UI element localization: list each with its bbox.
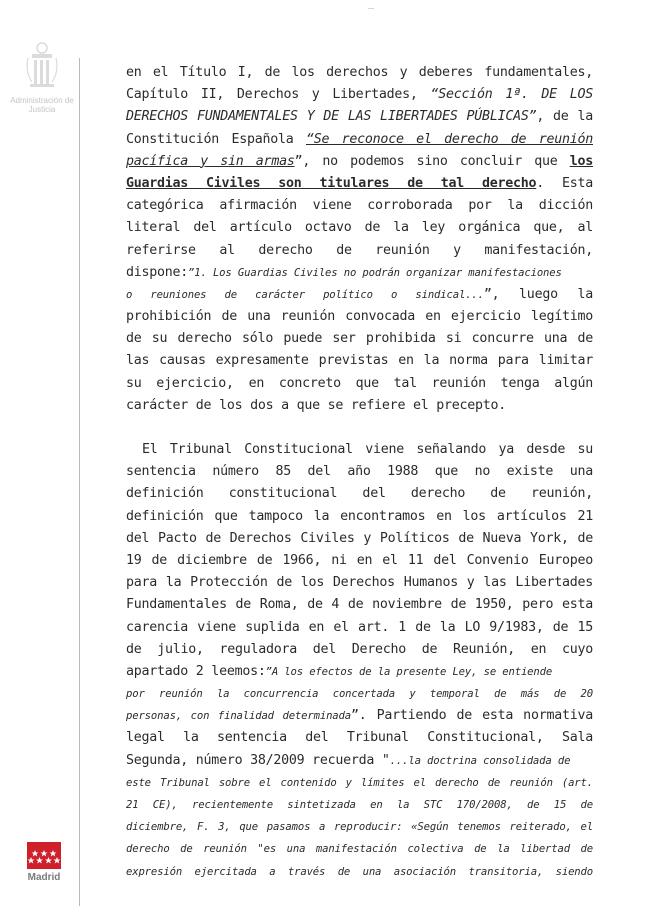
madrid-flag-icon	[27, 842, 61, 869]
text-line	[126, 328, 593, 350]
text-line	[126, 572, 593, 594]
text-line	[126, 528, 593, 550]
quote-span: ”1. Los Guardias Civiles no podrán organizar manifestaciones	[188, 266, 562, 279]
quote-span: personas, con finalidad determinada	[126, 710, 351, 723]
quote-span: “Sección 1ª. DE LOS	[430, 87, 593, 103]
text-line	[126, 217, 593, 239]
text-span: Constitución Española	[126, 131, 306, 147]
text-span: carencia viene suplida en el art. 1 de la LO 9/1983, de 15	[126, 619, 593, 635]
paragraph-gap	[126, 417, 593, 439]
text-span: para la Protección de los Derechos Humanos y las Libertades	[126, 575, 593, 591]
text-span: ”, luego la	[483, 286, 593, 302]
quote-span: 21 CE), recientemente sintetizada en la STC 170/2008, de 15 de	[126, 799, 593, 811]
sidebar	[0, 0, 80, 919]
text-line	[126, 750, 593, 772]
text-line	[126, 195, 593, 217]
text-line	[126, 151, 593, 173]
text-line	[126, 461, 593, 483]
margin-divider	[79, 58, 80, 906]
text-line	[126, 705, 593, 727]
text-span: en el Título I, de los derechos y deberes fundamentales,	[126, 65, 593, 80]
quote-span: “Se reconoce el derecho de reunión	[305, 131, 594, 147]
quote-span: derecho de reunión "es una manifestación colectiva de la libertad de	[126, 843, 593, 856]
madrid-label: Madrid	[27, 872, 61, 883]
quote-span: o reuniones de carácter político o sindical...	[126, 288, 484, 301]
emphasis-span: Guardias Civiles son titulares de tal derecho	[126, 175, 537, 191]
text-span: carácter de los dos a que se refiere el precepto.	[126, 397, 507, 413]
text-line	[126, 129, 593, 151]
text-span: El Tribunal Constitucional viene señalando ya desde su	[142, 442, 593, 457]
text-span: Segunda, número 38/2009 recuerda "	[126, 752, 390, 768]
text-span: sentencia número 85 del año 1988 que no existe una	[126, 464, 593, 480]
text-line	[126, 794, 593, 816]
quote-span: DERECHOS FUNDAMENTALES Y DE LAS LIBERTADES PÚBLICAS”	[126, 109, 537, 125]
text-span: definición que tampoco la encontramos en los artículos 21	[126, 508, 593, 524]
text-line	[126, 772, 593, 794]
quote-span: por reunión la concurrencia concertada y temporal de más de 20	[126, 688, 593, 701]
text-line	[126, 240, 593, 262]
text-line	[126, 861, 593, 883]
text-line	[126, 106, 593, 128]
text-span: legal la sentencia del Tribunal Constitucional, Sala	[126, 730, 593, 746]
text-line	[126, 306, 593, 328]
text-line	[126, 483, 593, 505]
text-line	[126, 439, 593, 461]
text-line	[126, 62, 593, 84]
text-span: categórica afirmación viene corroborada por la dicción	[126, 198, 593, 214]
paragraph-1	[126, 62, 593, 417]
text-line	[126, 661, 593, 683]
text-span: de julio, reguladora del Derecho de Reunión, en cuyo	[126, 641, 593, 657]
text-span: prohibición de una reunión convocada en ejercicio legítimo	[126, 309, 593, 325]
page-edge-mark	[368, 8, 374, 9]
text-line	[126, 84, 593, 106]
text-line	[126, 262, 593, 284]
text-span: definición constitucional del derecho de reunión,	[126, 486, 593, 502]
text-span: literal del artículo octavo de la ley orgánica que, al	[126, 220, 593, 236]
text-span: dispone:	[126, 264, 189, 280]
text-span: ”. Partiendo de esta normativa	[350, 708, 593, 724]
text-span: las causas expresamente previstas en la norma para limitar	[126, 353, 593, 369]
text-span: referirse al derecho de reunión y manifestación,	[126, 242, 593, 258]
text-span: su ejercicio, en concreto que tal reunión tenga algún	[126, 375, 593, 391]
text-line	[126, 173, 593, 195]
text-span: del Pacto de Derechos Civiles y Políticos de Nueva York, de	[126, 530, 593, 546]
quote-span: este Tribunal sobre el contenido y límites el derecho de reunión (art.	[126, 776, 593, 789]
text-span: . Esta	[536, 175, 593, 191]
text-span: Capítulo II, Derechos y Libertades,	[126, 87, 431, 103]
text-line	[126, 395, 593, 417]
quote-span: ”A los efectos de la presente Ley, se entiende	[265, 665, 553, 678]
text-span: apartado 2 leemos:	[126, 663, 266, 679]
text-line	[126, 727, 593, 749]
text-span: , de la	[536, 109, 594, 125]
text-line	[126, 284, 593, 306]
administration-label: Administración de Justicia	[10, 96, 74, 114]
text-line	[126, 683, 593, 705]
quote-span: ...la doctrina consolidada de	[389, 754, 571, 767]
text-span: Fundamentales de Roma, de 4 de noviembre de 1950, pero esta	[126, 597, 593, 613]
text-line	[126, 816, 593, 838]
text-line	[126, 617, 593, 639]
text-span: 19 de diciembre de 1966, ni en el 11 del Convenio Europeo	[126, 552, 593, 568]
text-line	[126, 373, 593, 395]
text-span: ”, no podemos sino concluir que	[294, 153, 570, 169]
paragraph-2	[126, 439, 593, 883]
text-line	[126, 550, 593, 572]
text-line	[126, 838, 593, 860]
emphasis-span: los	[569, 153, 593, 169]
text-line	[126, 350, 593, 372]
quote-span: diciembre, F. 3, que pasamos a reproducir: «Según tenemos reiterado, el	[126, 821, 593, 834]
quote-span: expresión ejercitada a través de una asociación transitoria, siendo	[126, 865, 593, 878]
quote-span: pacífica y sin armas	[126, 153, 295, 169]
text-line	[126, 639, 593, 661]
text-line	[126, 594, 593, 616]
text-span: de su derecho sólo puede ser prohibida si concurre una de	[126, 331, 593, 347]
document-body	[126, 62, 593, 883]
coat-of-arms-icon	[24, 40, 60, 100]
text-line	[126, 506, 593, 528]
